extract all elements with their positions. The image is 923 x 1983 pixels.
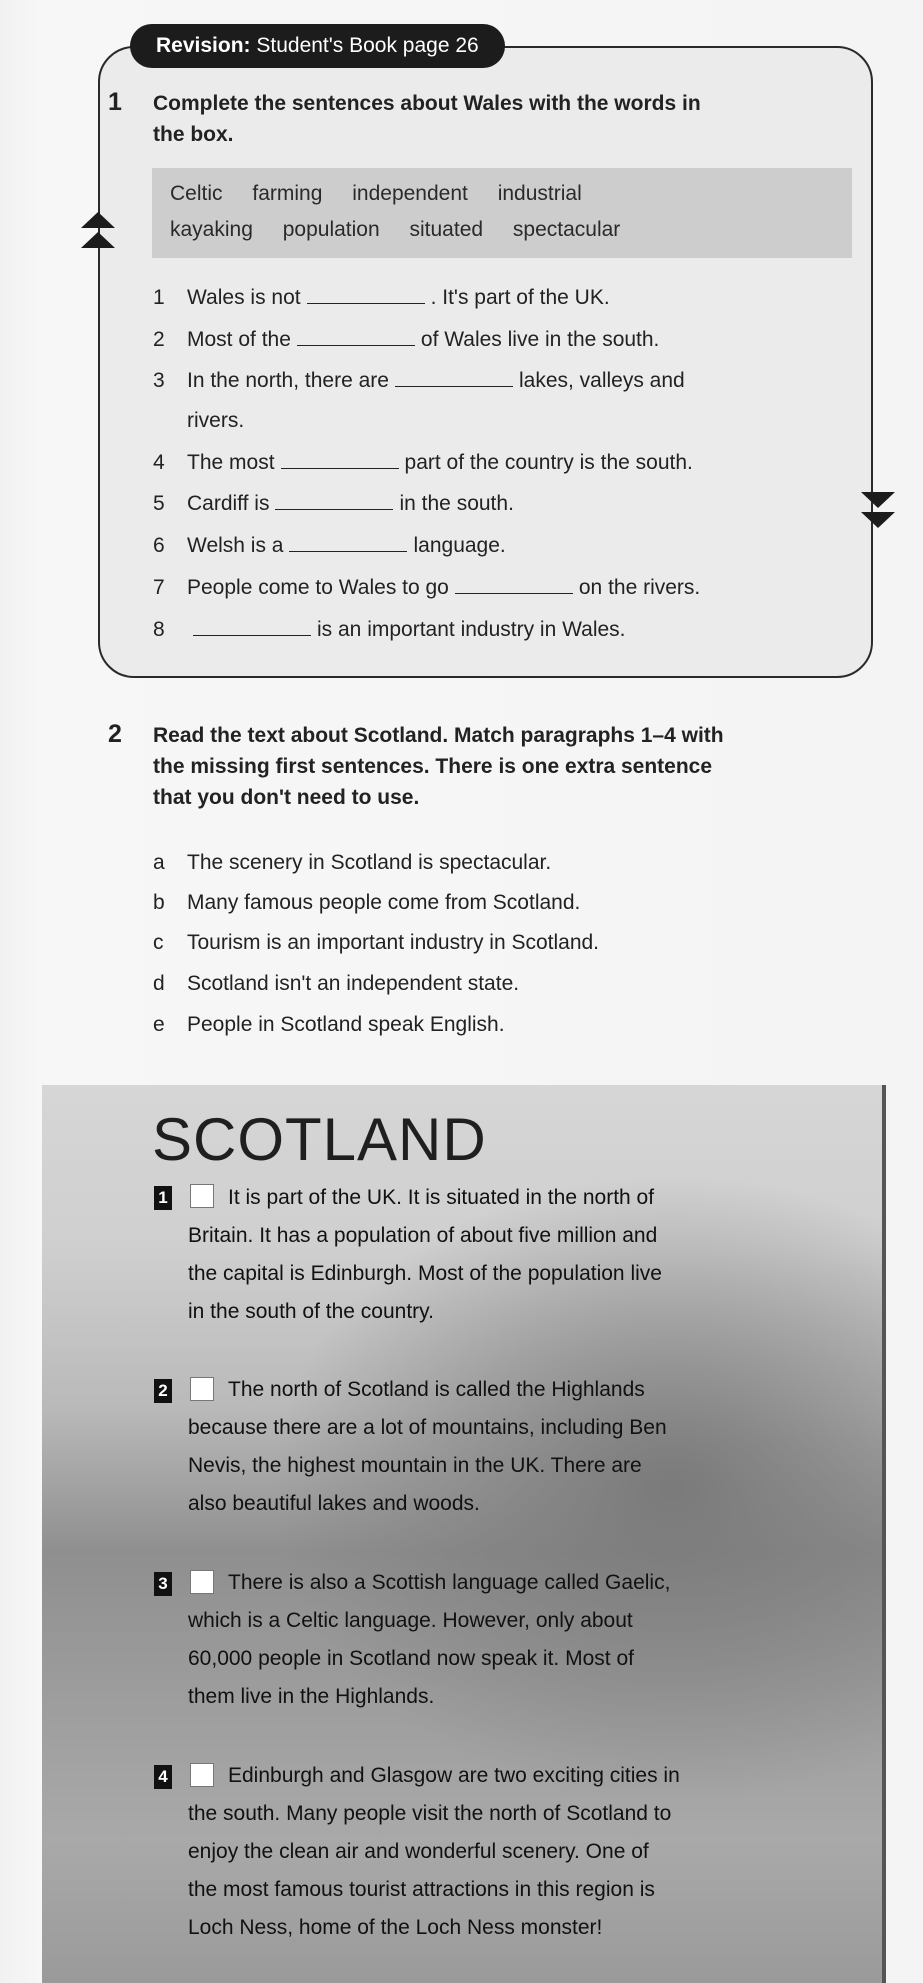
sentence-before: The most <box>187 451 275 474</box>
revision-tab <box>130 24 505 68</box>
option-b <box>153 888 580 918</box>
paragraph-line: also beautiful lakes and woods. <box>188 1492 480 1515</box>
paragraph-3 <box>228 1564 886 1602</box>
option-letter: c <box>153 931 164 954</box>
word: farming <box>252 182 323 205</box>
revision-label: Revision: <box>156 34 251 57</box>
sentence-before: rivers. <box>187 409 245 432</box>
revision-page-ref: Student's Book page 26 <box>250 34 479 57</box>
sentence-5 <box>153 489 514 519</box>
sentence-number: 7 <box>153 576 165 599</box>
paragraph-line: Edinburgh and Glasgow are two exciting cities in <box>228 1764 680 1787</box>
answer-box-2[interactable] <box>190 1377 214 1401</box>
sentence-after: language. <box>413 534 506 557</box>
paragraph-1-body <box>188 1217 848 1331</box>
word: population <box>282 218 380 241</box>
arrow-up-icon <box>81 232 115 248</box>
option-letter: d <box>153 972 165 995</box>
word: Celtic <box>170 182 223 205</box>
paragraph-4-body <box>188 1795 848 1947</box>
option-e <box>153 1010 505 1040</box>
paragraph-line: It is part of the UK. It is situated in the north of <box>228 1186 655 1209</box>
sentence-before: In the north, there are <box>187 369 389 392</box>
exercise-1-instruction <box>153 88 701 150</box>
paragraph-line: Britain. It has a population of about five million and <box>188 1224 658 1247</box>
sentence-after: . It's part of the UK. <box>430 286 610 309</box>
paragraph-number-1: 1 <box>154 1186 172 1210</box>
answer-gap[interactable] <box>275 491 393 510</box>
option-letter: a <box>153 851 165 874</box>
paragraph-number-2: 2 <box>154 1379 172 1403</box>
paragraph-line: the south. Many people visit the north of Scotland to <box>188 1802 672 1825</box>
arrow-down-icon <box>861 492 895 508</box>
paragraph-line: The north of Scotland is called the Highlands <box>228 1378 645 1401</box>
option-text: People in Scotland speak English. <box>187 1013 505 1036</box>
option-text: The scenery in Scotland is spectacular. <box>187 851 552 874</box>
paragraph-line: in the south of the country. <box>188 1300 434 1323</box>
exercise-1-number: 1 <box>108 88 122 116</box>
sentence-after: of Wales live in the south. <box>420 328 660 351</box>
paragraph-line: There is also a Scottish language called Gaelic, <box>228 1571 671 1594</box>
option-d <box>153 969 519 999</box>
answer-gap[interactable] <box>289 533 407 552</box>
paragraph-line: the capital is Edinburgh. Most of the population live <box>188 1262 662 1285</box>
option-letter: b <box>153 891 165 914</box>
sentence-before: Cardiff is <box>187 492 270 515</box>
answer-gap[interactable] <box>297 327 415 346</box>
sentence-number: 3 <box>153 369 165 392</box>
paragraph-2-body <box>188 1409 848 1523</box>
option-a <box>153 848 551 878</box>
word-row <box>170 176 834 212</box>
paragraph-1 <box>148 1179 808 1217</box>
word: situated <box>409 218 484 241</box>
word: kayaking <box>170 218 253 241</box>
paragraph-number-4: 4 <box>154 1765 172 1789</box>
word-box <box>152 168 852 258</box>
word: industrial <box>497 182 582 205</box>
sentence-6 <box>153 531 506 561</box>
word: independent <box>352 182 468 205</box>
sentence-before: Welsh is a <box>187 534 284 557</box>
sentence-number: 6 <box>153 534 165 557</box>
sentence-before: Wales is not <box>187 286 301 309</box>
instruction-line: the box. <box>153 123 234 146</box>
instruction-line: Complete the sentences about Wales with the words in <box>153 92 701 115</box>
arrow-up-icon <box>81 212 115 228</box>
sentence-after: in the south. <box>399 492 514 515</box>
sentence-after: on the rivers. <box>578 576 701 599</box>
instruction-line: that you don't need to use. <box>153 786 420 809</box>
option-text: Scotland isn't an independent state. <box>187 972 520 995</box>
answer-box-4[interactable] <box>190 1763 214 1787</box>
option-letter: e <box>153 1013 165 1036</box>
sentence-7 <box>153 573 700 603</box>
sentence-4 <box>153 448 693 478</box>
paragraph-line: the most famous tourist attractions in this region is <box>188 1878 655 1901</box>
paragraph-line: Loch Ness, home of the Loch Ness monster! <box>188 1916 603 1939</box>
sentence-2 <box>153 325 659 355</box>
paragraph-3-body <box>188 1602 848 1716</box>
sentence-number: 2 <box>153 328 165 351</box>
paragraph-line: enjoy the clean air and wonderful scenery. One of <box>188 1840 649 1863</box>
answer-gap[interactable] <box>193 617 311 636</box>
sentence-3 <box>153 366 685 396</box>
sentence-3-continued <box>153 406 244 436</box>
sentence-number: 5 <box>153 492 165 515</box>
sentence-number: 4 <box>153 451 165 474</box>
instruction-line: Read the text about Scotland. Match paragraphs 1–4 with <box>153 724 724 747</box>
option-c <box>153 928 599 958</box>
sentence-after: part of the country is the south. <box>404 451 693 474</box>
arrow-down-icon <box>861 512 895 528</box>
sentence-8 <box>153 615 626 645</box>
paragraph-number-3: 3 <box>154 1572 172 1596</box>
paragraph-line: because there are a lot of mountains, including Ben <box>188 1416 667 1439</box>
paragraph-4 <box>228 1757 886 1795</box>
sentence-after: is an important industry in Wales. <box>317 618 626 641</box>
instruction-line: the missing first sentences. There is one extra sentence <box>153 755 713 778</box>
exercise-2-instruction <box>153 720 724 813</box>
sentence-before: Most of the <box>187 328 291 351</box>
option-text: Tourism is an important industry in Scotland. <box>187 931 600 954</box>
answer-gap[interactable] <box>281 450 399 469</box>
answer-gap[interactable] <box>307 285 425 304</box>
answer-box-3[interactable] <box>190 1570 214 1594</box>
paragraph-line: them live in the Highlands. <box>188 1685 435 1708</box>
paragraph-line: which is a Celtic language. However, only about <box>188 1609 633 1632</box>
sentence-after: lakes, valleys and <box>518 369 685 392</box>
sentence-number: 8 <box>153 618 165 641</box>
sentence-1 <box>153 283 610 313</box>
paragraph-line: 60,000 people in Scotland now speak it. Most of <box>188 1647 634 1670</box>
word: spectacular <box>512 218 621 241</box>
answer-gap[interactable] <box>455 575 573 594</box>
scotland-title: SCOTLAND <box>152 1106 487 1173</box>
option-text: Many famous people come from Scotland. <box>187 891 581 914</box>
answer-gap[interactable] <box>395 368 513 387</box>
paragraph-2 <box>228 1371 886 1409</box>
word-row <box>170 212 834 248</box>
exercise-2-number: 2 <box>108 720 122 748</box>
sentence-before: People come to Wales to go <box>187 576 449 599</box>
sentence-number: 1 <box>153 286 165 309</box>
paragraph-line: Nevis, the highest mountain in the UK. There are <box>188 1454 642 1477</box>
scotland-text-panel <box>42 1085 886 1983</box>
